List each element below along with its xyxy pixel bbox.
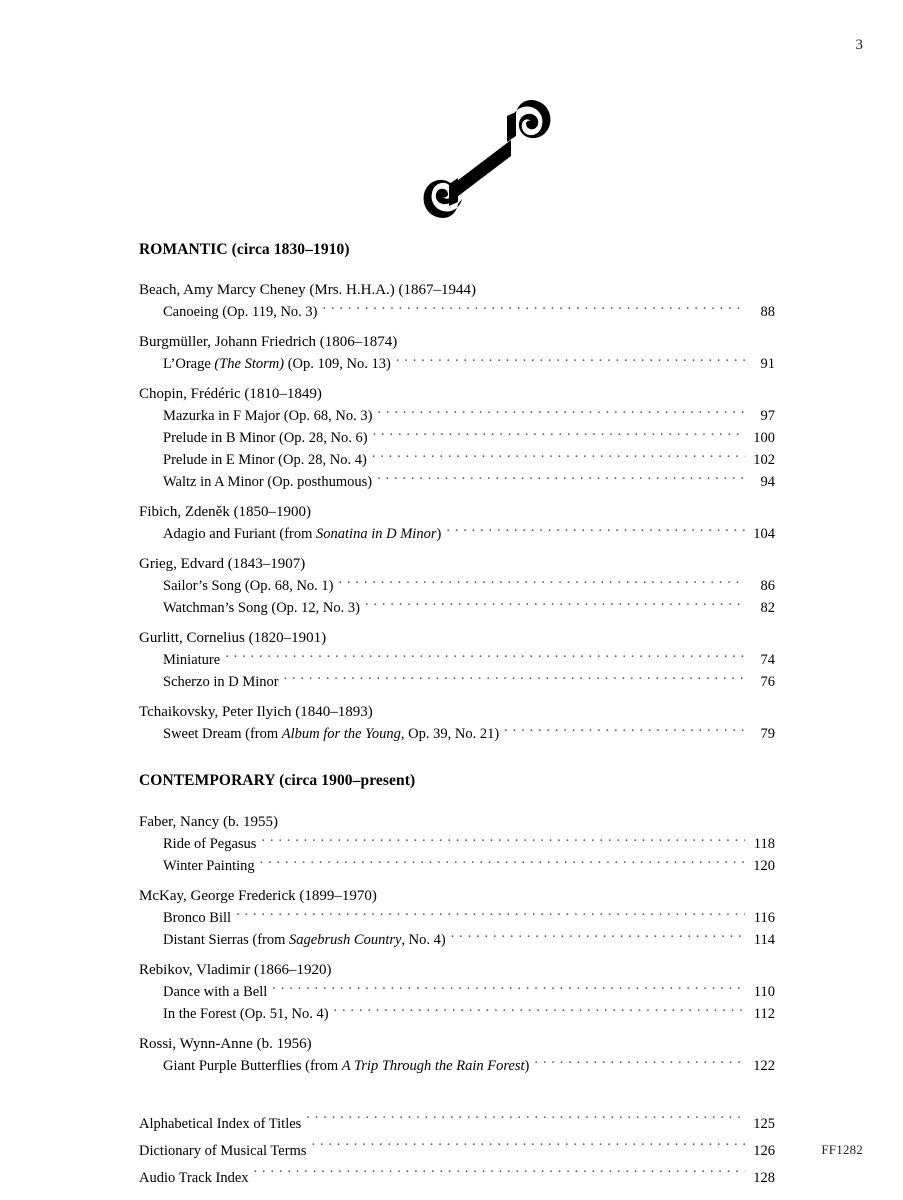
toc-entry[interactable] <box>139 981 775 1003</box>
toc-entry[interactable] <box>139 449 775 471</box>
toc-entry-title-italic: (The Storm) <box>214 356 285 373</box>
toc-entry[interactable] <box>139 301 775 323</box>
toc-entry-page-number: 116 <box>753 909 775 926</box>
section-heading: ROMANTIC (circa 1830–1910) <box>139 241 350 258</box>
composer-group <box>139 279 775 323</box>
composer-name: Rebikov, Vladimir (1866–1920) <box>139 961 332 978</box>
toc-entry-title: Audio Track Index <box>139 1169 249 1186</box>
toc-entry[interactable] <box>139 405 775 427</box>
toc-entry[interactable] <box>139 855 775 877</box>
catalog-code: FF1282 <box>821 1142 863 1157</box>
toc-entry-title: L’Orage (The Storm) (Op. 109, No. 13) <box>163 356 391 373</box>
composer-name: Gurlitt, Cornelius (1820–1901) <box>139 630 327 647</box>
toc-entry[interactable] <box>139 523 775 545</box>
back-matter-list <box>139 1111 775 1192</box>
toc-entry-title: Ride of Pegasus <box>163 835 257 852</box>
toc-entry-title: Adagio and Furiant (from Sonatina in D Minor) <box>163 526 442 543</box>
dot-leader <box>373 428 745 443</box>
toc-entry[interactable] <box>139 353 775 375</box>
toc-entry-title-tail: , Op. 39, No. 21) <box>400 726 500 743</box>
composer-name: Beach, Amy Marcy Cheney (Mrs. H.H.A.) (1867–1944) <box>139 282 477 299</box>
toc-entry-title-tail: (Op. 109, No. 13) <box>284 356 391 373</box>
toc-entry-page-number: 126 <box>753 1142 775 1159</box>
composer-name: Chopin, Frédéric (1810–1849) <box>139 386 322 403</box>
toc-entry-page-number: 76 <box>760 674 775 691</box>
toc-entry-title: Sweet Dream (from Album for the Young, Op. 39, No. 21) <box>163 726 500 743</box>
dot-leader <box>261 833 745 848</box>
toc-entry-page-number: 86 <box>760 578 775 595</box>
toc-entry-title: Prelude in E Minor (Op. 28, No. 4) <box>163 452 367 469</box>
composer-group <box>139 501 775 545</box>
dot-leader <box>339 576 745 591</box>
toc-entry-title: Watchman’s Song (Op. 12, No. 3) <box>163 600 360 617</box>
toc-entry-page-number: 91 <box>760 356 775 373</box>
composer-group <box>139 959 775 1025</box>
composer-name: Rossi, Wynn-Anne (b. 1956) <box>139 1035 312 1052</box>
toc-entry-page-number: 122 <box>753 1057 775 1074</box>
dot-leader <box>236 907 745 922</box>
dot-leader <box>254 1167 745 1182</box>
toc-entry-page-number: 79 <box>760 726 775 743</box>
toc-entry-title: Distant Sierras (from Sagebrush Country, No. 4) <box>163 931 446 948</box>
toc-entry-title: Alphabetical Index of Titles <box>139 1115 302 1132</box>
toc-entry-page-number: 110 <box>753 983 775 1000</box>
toc-entry-page-number: 114 <box>753 931 775 948</box>
dot-leader <box>372 450 745 465</box>
toc-entry-title-italic: A Trip Through the Rain Forest <box>341 1057 525 1074</box>
toc-entry-title: Mazurka in F Major (Op. 68, No. 3) <box>163 408 373 425</box>
toc-entry-page-number: 104 <box>753 526 775 543</box>
toc-entry[interactable] <box>139 1165 775 1192</box>
composer-name: Tchaikovsky, Peter Ilyich (1840–1893) <box>139 704 373 721</box>
toc-entry[interactable] <box>139 1111 775 1138</box>
dot-leader <box>504 724 745 739</box>
composer-group <box>139 383 775 493</box>
composer-group <box>139 627 775 693</box>
composer-group <box>139 553 775 619</box>
toc-entry-title: Winter Painting <box>163 857 255 874</box>
toc-entry[interactable] <box>139 1003 775 1025</box>
toc-entry-title: Dance with a Bell <box>163 983 268 1000</box>
toc-entry[interactable] <box>139 833 775 855</box>
dot-leader <box>323 302 745 317</box>
scroll-flourish-ornament-icon <box>415 98 555 223</box>
toc-entry-title-tail: ) <box>436 526 442 543</box>
dot-leader <box>365 598 745 613</box>
toc-entry[interactable] <box>139 929 775 951</box>
composer-name: Grieg, Edvard (1843–1907) <box>139 556 306 573</box>
toc-entry-title: Bronco Bill <box>163 909 232 926</box>
dot-leader <box>260 855 745 870</box>
dot-leader <box>534 1055 745 1070</box>
toc-entry-page-number: 74 <box>760 652 775 669</box>
toc-entry-title: In the Forest (Op. 51, No. 4) <box>163 1005 329 1022</box>
toc-entry[interactable] <box>139 597 775 619</box>
toc-entry-title-italic: Sonatina in D Minor <box>316 526 437 543</box>
dot-leader <box>377 406 745 421</box>
toc-entry[interactable] <box>139 907 775 929</box>
toc-entry-title-italic: Album for the Young <box>281 726 401 743</box>
toc-entry-page-number: 94 <box>760 474 775 491</box>
toc-entry-title: Waltz in A Minor (Op. posthumous) <box>163 474 373 491</box>
composer-name: McKay, George Frederick (1899–1970) <box>139 887 377 904</box>
toc-entry-title: Miniature <box>163 652 221 669</box>
composer-group <box>139 885 775 951</box>
toc-entry-page-number: 128 <box>753 1169 775 1186</box>
dot-leader <box>451 929 745 944</box>
toc-entry-title: Prelude in B Minor (Op. 28, No. 6) <box>163 430 368 447</box>
composer-group <box>139 1033 775 1077</box>
composer-name: Burgmüller, Johann Friedrich (1806–1874) <box>139 334 398 351</box>
toc-content <box>139 240 775 1192</box>
toc-entry-page-number: 82 <box>760 600 775 617</box>
composer-name: Fibich, Zdeněk (1850–1900) <box>139 504 312 521</box>
composer-group <box>139 331 775 375</box>
toc-entry-title-tail: ) <box>524 1057 530 1074</box>
dot-leader <box>306 1113 745 1128</box>
toc-entry-page-number: 125 <box>753 1115 775 1132</box>
toc-entry[interactable] <box>139 427 775 449</box>
toc-entry[interactable] <box>139 671 775 693</box>
dot-leader <box>272 981 745 996</box>
composer-group <box>139 811 775 877</box>
toc-entry-page-number: 120 <box>753 857 775 874</box>
toc-entry[interactable] <box>139 1138 775 1165</box>
toc-entry[interactable] <box>139 649 775 671</box>
toc-entry-page-number: 112 <box>753 1005 775 1022</box>
toc-entry-title: Giant Purple Butterflies (from A Trip Through the Rain Forest) <box>163 1057 530 1074</box>
toc-entry[interactable] <box>139 471 775 493</box>
composer-group <box>139 701 775 745</box>
toc-entry[interactable] <box>139 575 775 597</box>
toc-entry-title: Sailor’s Song (Op. 68, No. 1) <box>163 578 334 595</box>
toc-entry-title-tail: , No. 4) <box>401 931 446 948</box>
toc-entry-title: Scherzo in D Minor <box>163 674 279 691</box>
dot-leader <box>334 1003 745 1018</box>
dot-leader <box>377 472 745 487</box>
toc-entry-title: Canoeing (Op. 119, No. 3) <box>163 304 318 321</box>
toc-entry-title: Dictionary of Musical Terms <box>139 1142 307 1159</box>
sections-root <box>139 240 775 1077</box>
toc-entry-page-number: 100 <box>753 430 775 447</box>
section-heading: CONTEMPORARY (circa 1900–present) <box>139 772 416 790</box>
toc-entry[interactable] <box>139 723 775 745</box>
dot-leader <box>225 650 745 665</box>
page-number: 3 <box>855 37 863 53</box>
composer-name: Faber, Nancy (b. 1955) <box>139 813 278 830</box>
toc-entry-title-italic: Sagebrush Country <box>289 931 402 948</box>
toc-section-contemporary <box>139 771 775 1076</box>
dot-leader <box>396 354 745 369</box>
dot-leader <box>446 524 745 539</box>
toc-entry-page-number: 97 <box>760 408 775 425</box>
dot-leader <box>311 1140 745 1155</box>
toc-section-romantic <box>139 240 775 745</box>
toc-entry[interactable] <box>139 1055 775 1077</box>
toc-entry-page-number: 88 <box>760 304 775 321</box>
toc-entry-page-number: 102 <box>753 452 775 469</box>
toc-entry-page-number: 118 <box>753 835 775 852</box>
dot-leader <box>284 672 745 687</box>
